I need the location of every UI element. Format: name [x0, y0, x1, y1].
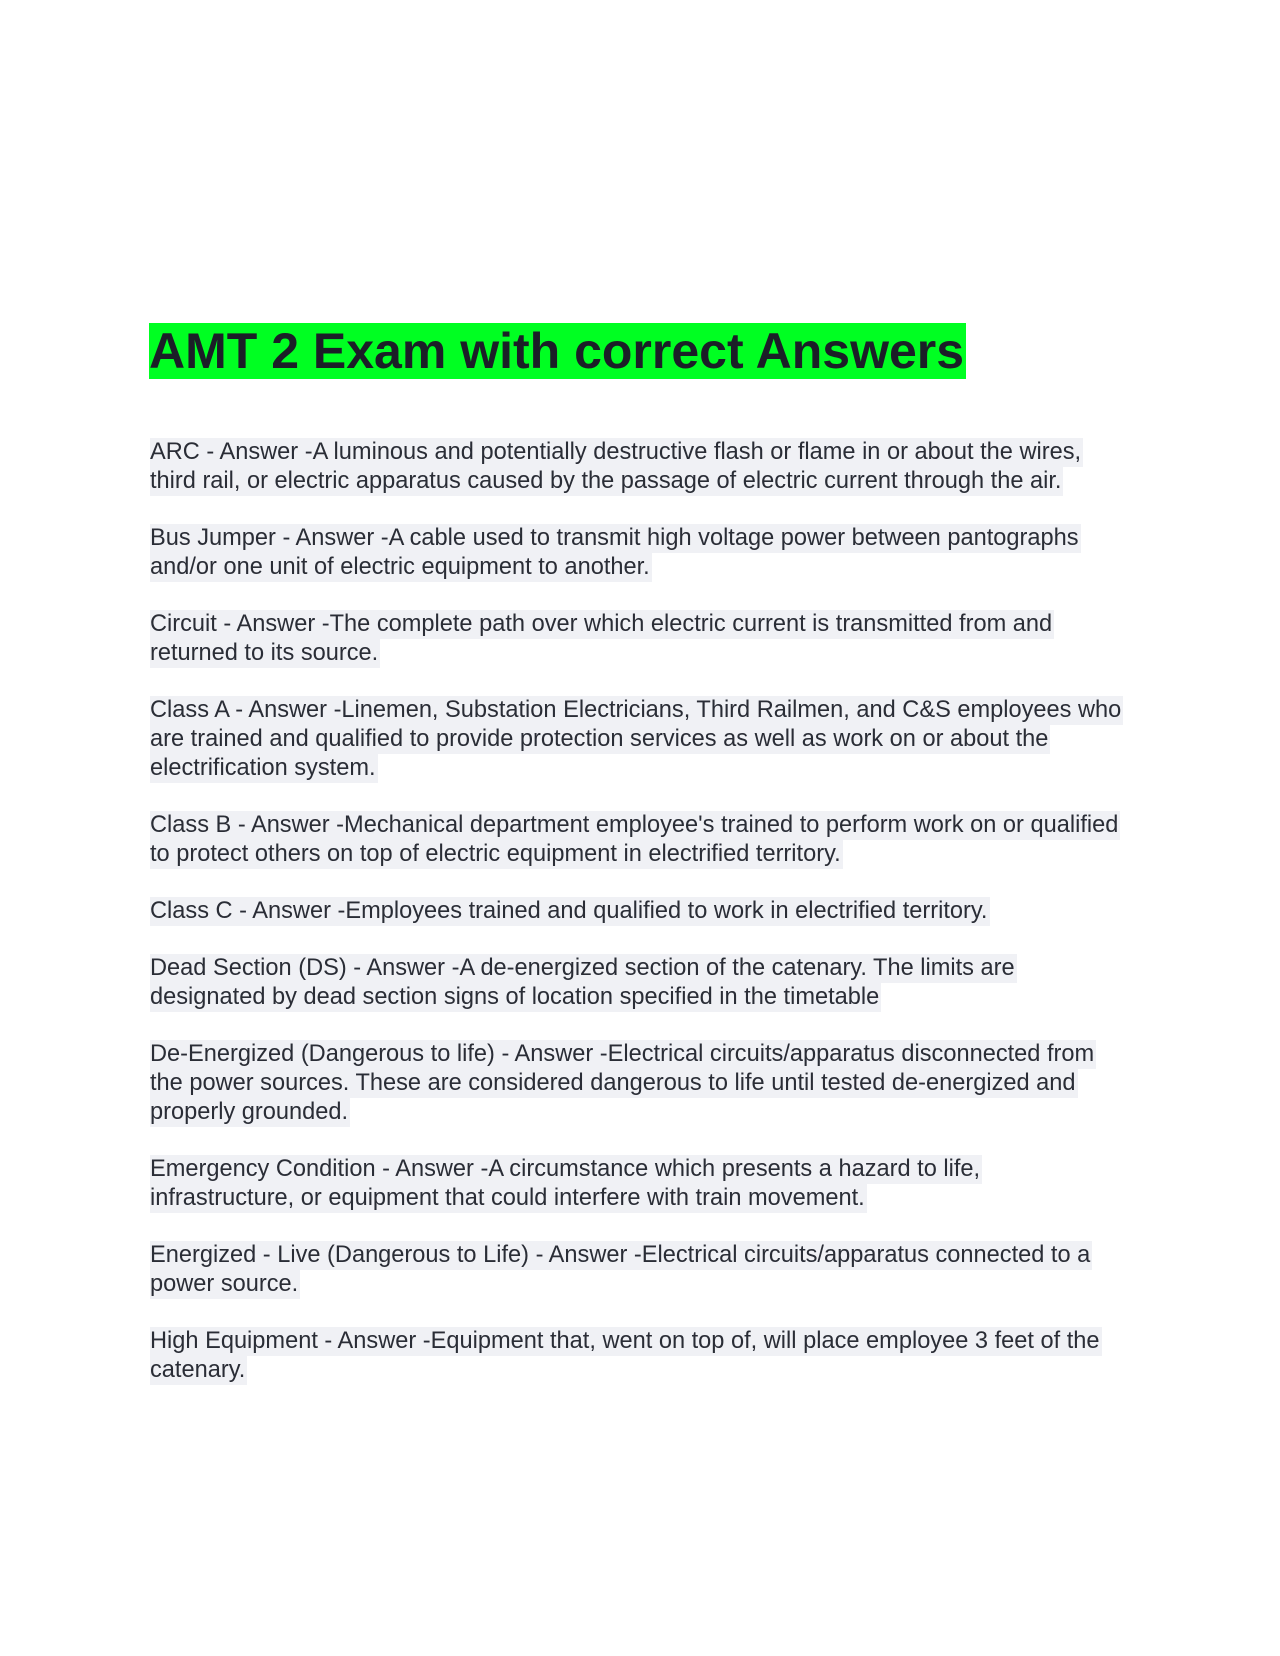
qa-entry-emergency-condition [150, 1155, 1130, 1213]
qa-entry-text: De-Energized (Dangerous to life) - Answer -Electrical circuits/apparatus disconnected from the power sources. These are considered dangerous to life until tested de-energized and properly grounded. [150, 1041, 1095, 1125]
qa-entry-text: Circuit - Answer -The complete path over which electric current is transmitted from and returned to its source. [150, 611, 1053, 666]
qa-entry-text: Emergency Condition - Answer -A circumstance which presents a hazard to life, infrastructure, or equipment that could interfere with train movement. [150, 1156, 981, 1211]
document-title-text: AMT 2 Exam with correct Answers [149, 323, 965, 379]
qa-entry-text: Bus Jumper - Answer -A cable used to transmit high voltage power between pantographs and/or one unit of electric equipment to another. [150, 525, 1079, 580]
qa-entry-text: Dead Section (DS) - Answer -A de-energized section of the catenary. The limits are designated by dead section signs of location specified in the timetable [150, 955, 1015, 1010]
qa-entry-text: Class C - Answer -Employees trained and qualified to work in electrified territory. [150, 898, 988, 924]
qa-entry-circuit [150, 610, 1130, 668]
qa-entry-text: Energized - Live (Dangerous to Life) - Answer -Electrical circuits/apparatus connected to a power source. [150, 1242, 1091, 1297]
qa-entry-bus-jumper [150, 524, 1130, 582]
qa-entry-arc [150, 438, 1130, 496]
qa-list [150, 438, 1130, 1413]
qa-entry-energized-live [150, 1241, 1130, 1299]
qa-entry-high-equipment [150, 1327, 1130, 1385]
qa-entry-class-c [150, 897, 1130, 926]
document-title [149, 322, 966, 380]
qa-entry-de-energized [150, 1040, 1130, 1127]
qa-entry-text: Class A - Answer -Linemen, Substation Electricians, Third Railmen, and C&S employees who are trained and qualified to provide protection services as well as work on or about the electrification system. [150, 697, 1122, 781]
qa-entry-text: ARC - Answer -A luminous and potentially destructive flash or flame in or about the wires, third rail, or electric apparatus caused by the passage of electric current through the air. [150, 439, 1082, 494]
qa-entry-text: Class B - Answer -Mechanical department employee's trained to perform work on or qualified to protect others on top of electric equipment in electrified territory. [150, 812, 1119, 867]
qa-entry-text: High Equipment - Answer -Equipment that, went on top of, will place employee 3 feet of the catenary. [150, 1328, 1100, 1383]
qa-entry-dead-section [150, 954, 1130, 1012]
qa-entry-class-b [150, 811, 1130, 869]
qa-entry-class-a [150, 696, 1130, 783]
